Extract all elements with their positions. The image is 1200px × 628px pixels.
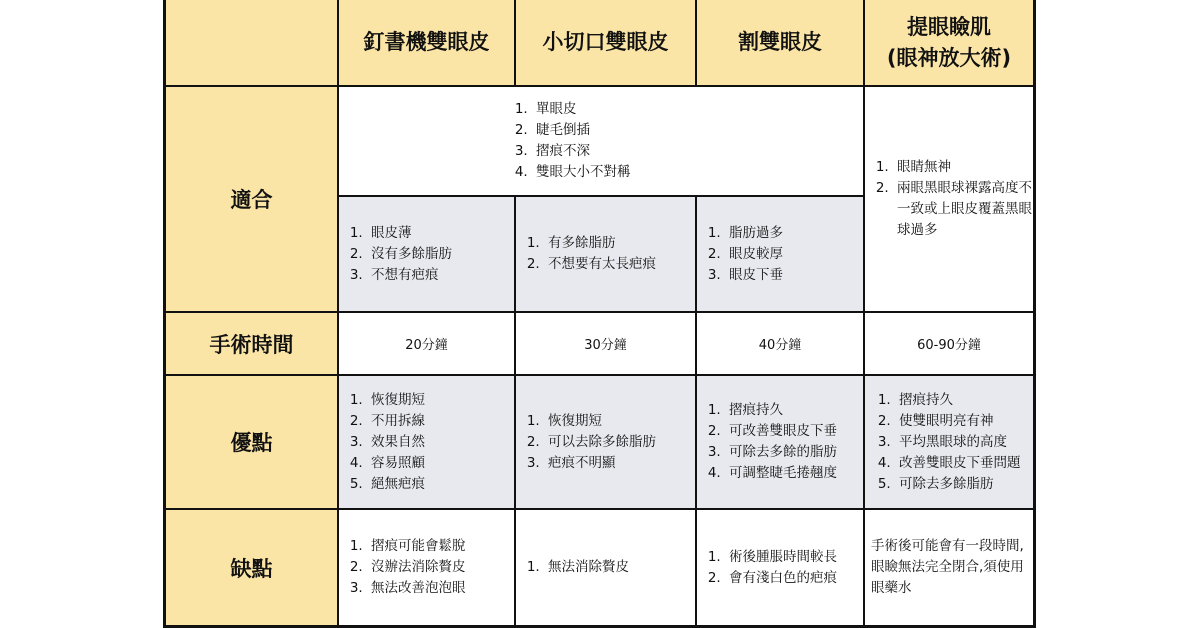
- cons-stapler-list: [345, 536, 514, 599]
- list-item: 1. 恢復期短: [544, 411, 695, 432]
- time-full-incision-value: 40分鐘: [758, 338, 802, 353]
- suitable-full-incision-list: [703, 223, 863, 286]
- list-item: 2. 沒辦法消除贅皮: [367, 557, 514, 578]
- pros-full-incision-list: [703, 400, 863, 484]
- cons-full-incision: [697, 510, 865, 628]
- pros-ptosis-list: [871, 390, 1033, 495]
- comparison-table: [163, 0, 1036, 628]
- row-label-pros: [166, 376, 339, 510]
- row-label-time-text: 手術時間: [209, 332, 294, 357]
- suitable-shared-list: [510, 99, 692, 183]
- pros-stapler-list: [345, 390, 514, 495]
- list-item: 1. 術後腫脹時間較長: [725, 547, 863, 568]
- pros-ptosis: [865, 376, 1033, 510]
- list-item: 1. 單眼皮: [532, 99, 692, 120]
- list-item: 3. 摺痕不深: [532, 141, 692, 162]
- list-item: 1. 脂肪過多: [725, 223, 863, 244]
- row-label-suitable-text: 適合: [230, 188, 273, 212]
- suitable-ptosis-list: [871, 157, 1039, 241]
- list-item: 1. 無法消除贅皮: [544, 557, 695, 578]
- list-item: 3. 不想有疤痕: [367, 265, 514, 286]
- header-ptosis-line1: 提眼瞼肌: [907, 14, 991, 39]
- row-label-time: [166, 313, 339, 376]
- row-label-cons-text: 缺點: [230, 556, 273, 581]
- list-item: 3. 無法改善泡泡眼: [367, 578, 514, 599]
- suitable-small-incision: [516, 197, 697, 313]
- cons-stapler: [339, 510, 516, 628]
- row-label-pros-text: 優點: [230, 431, 273, 455]
- suitable-small-incision-list: [522, 233, 695, 275]
- suitable-ptosis: [865, 87, 1033, 313]
- list-item: 5. 可除去多餘脂肪: [895, 474, 1033, 495]
- time-stapler: [339, 313, 516, 376]
- list-item: 4. 容易照顧: [367, 453, 514, 474]
- list-item: 4. 改善雙眼皮下垂問題: [895, 453, 1033, 474]
- list-item: 2. 不用拆線: [367, 411, 514, 432]
- header-ptosis: [865, 0, 1033, 87]
- list-item: 1. 恢復期短: [367, 390, 514, 411]
- row-label-cons: [166, 510, 339, 628]
- header-small-incision-label: 小切口雙眼皮: [542, 30, 669, 54]
- time-ptosis-value: 60-90分鐘: [917, 338, 981, 353]
- list-item: 2. 不想要有太長疤痕: [544, 254, 695, 275]
- list-item: 5. 絕無疤痕: [367, 474, 514, 495]
- header-full-incision: [697, 0, 865, 87]
- header-stapler-label: 釘書機雙眼皮: [363, 30, 490, 54]
- header-ptosis-line2: (眼神放大術): [886, 45, 1012, 70]
- list-item: 2. 兩眼黑眼球裸露高度不一致或上眼皮覆蓋黑眼球過多: [893, 178, 1039, 241]
- list-item: 1. 摺痕可能會鬆脫: [367, 536, 514, 557]
- time-stapler-value: 20分鐘: [405, 338, 448, 353]
- list-item: 1. 眼睛無神: [893, 157, 1039, 178]
- list-item: 2. 睫毛倒插: [532, 120, 692, 141]
- suitable-stapler: [339, 197, 516, 313]
- list-item: 3. 可除去多餘的脂肪: [725, 442, 863, 463]
- pros-small-incision-list: [522, 411, 695, 474]
- header-small-incision: [516, 0, 697, 87]
- cons-small-incision-list: [522, 557, 695, 578]
- list-item: 2. 使雙眼明亮有神: [895, 411, 1033, 432]
- list-item: 3. 眼皮下垂: [725, 265, 863, 286]
- list-item: 2. 會有淺白色的疤痕: [725, 568, 863, 589]
- list-item: 4. 雙眼大小不對稱: [532, 162, 692, 183]
- suitable-full-incision: [697, 197, 865, 313]
- list-item: 3. 疤痕不明顯: [544, 453, 695, 474]
- list-item: 3. 效果自然: [367, 432, 514, 453]
- list-item: 1. 有多餘脂肪: [544, 233, 695, 254]
- header-stapler: [339, 0, 516, 87]
- cons-ptosis: [865, 510, 1033, 628]
- header-full-incision-label: 割雙眼皮: [738, 30, 822, 54]
- time-small-incision: [516, 313, 697, 376]
- suitable-stapler-list: [345, 223, 514, 286]
- time-ptosis: [865, 313, 1033, 376]
- list-item: 1. 摺痕持久: [895, 390, 1033, 411]
- cons-ptosis-text: 手術後可能會有一段時間,眼瞼無法完全閉合,須使用眼藥水: [871, 538, 1024, 596]
- list-item: 2. 可以去除多餘脂肪: [544, 432, 695, 453]
- list-item: 2. 可改善雙眼皮下垂: [725, 421, 863, 442]
- time-small-incision-value: 30分鐘: [584, 338, 627, 353]
- pros-full-incision: [697, 376, 865, 510]
- list-item: 3. 平均黑眼球的高度: [895, 432, 1033, 453]
- row-label-suitable: [166, 87, 339, 313]
- corner-cell: [166, 0, 339, 87]
- list-item: 1. 眼皮薄: [367, 223, 514, 244]
- suitable-shared: [339, 87, 865, 197]
- pros-stapler: [339, 376, 516, 510]
- list-item: 2. 沒有多餘脂肪: [367, 244, 514, 265]
- cons-small-incision: [516, 510, 697, 628]
- pros-small-incision: [516, 376, 697, 510]
- list-item: 2. 眼皮較厚: [725, 244, 863, 265]
- time-full-incision: [697, 313, 865, 376]
- list-item: 4. 可調整睫毛捲翹度: [725, 463, 863, 484]
- list-item: 1. 摺痕持久: [725, 400, 863, 421]
- cons-full-incision-list: [703, 547, 863, 589]
